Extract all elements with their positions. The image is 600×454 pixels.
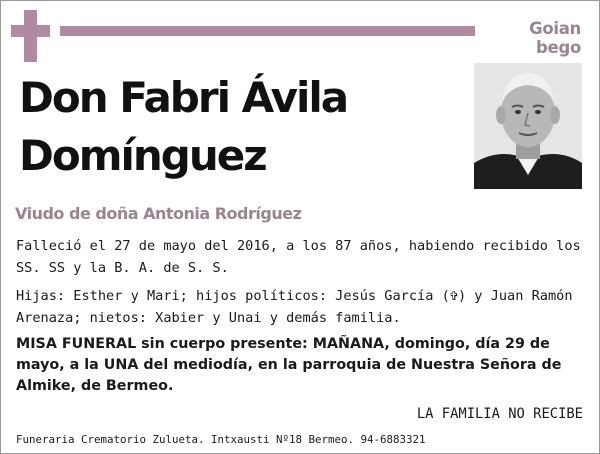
deceased-name-line1: Don Fabri Ávila bbox=[19, 73, 348, 122]
death-info-paragraph: Falleció el 27 de mayo del 2016, a los 87 años, habiendo recibido los SS. SS y la B. A. de S. S. bbox=[16, 238, 581, 276]
family-paragraph: Hijas: Esther y Mari; hijos políticos: Jesús García (✞) y Juan Ramón Arenaza; nietos: Xabier y Unai y demás familia. bbox=[16, 288, 573, 326]
header-label: Goian bego bbox=[529, 19, 581, 57]
cross-icon-bar bbox=[11, 25, 50, 37]
portrait-photo bbox=[474, 63, 582, 189]
deceased-name bbox=[19, 69, 459, 185]
widower-of-line: Viudo de doña Antonia Rodríguez bbox=[15, 204, 302, 223]
funeral-mass-paragraph: MISA FUNERAL sin cuerpo presente: MAÑANA, domingo, día 29 de mayo, a la UNA del mediodía, en la parroquia de Nuestra Señora de Almike, de Bermeo. bbox=[16, 336, 562, 394]
funeral-home-footer: Funeraria Crematorio Zulueta. Intxausti Nº18 Bermeo. 94-6883321 bbox=[16, 433, 426, 446]
header-divider-bar bbox=[60, 26, 475, 36]
family-signature: LA FAMILIA NO RECIBE bbox=[416, 406, 583, 422]
deceased-name-line2: Domínguez bbox=[19, 131, 266, 180]
portrait-illustration bbox=[474, 63, 582, 189]
